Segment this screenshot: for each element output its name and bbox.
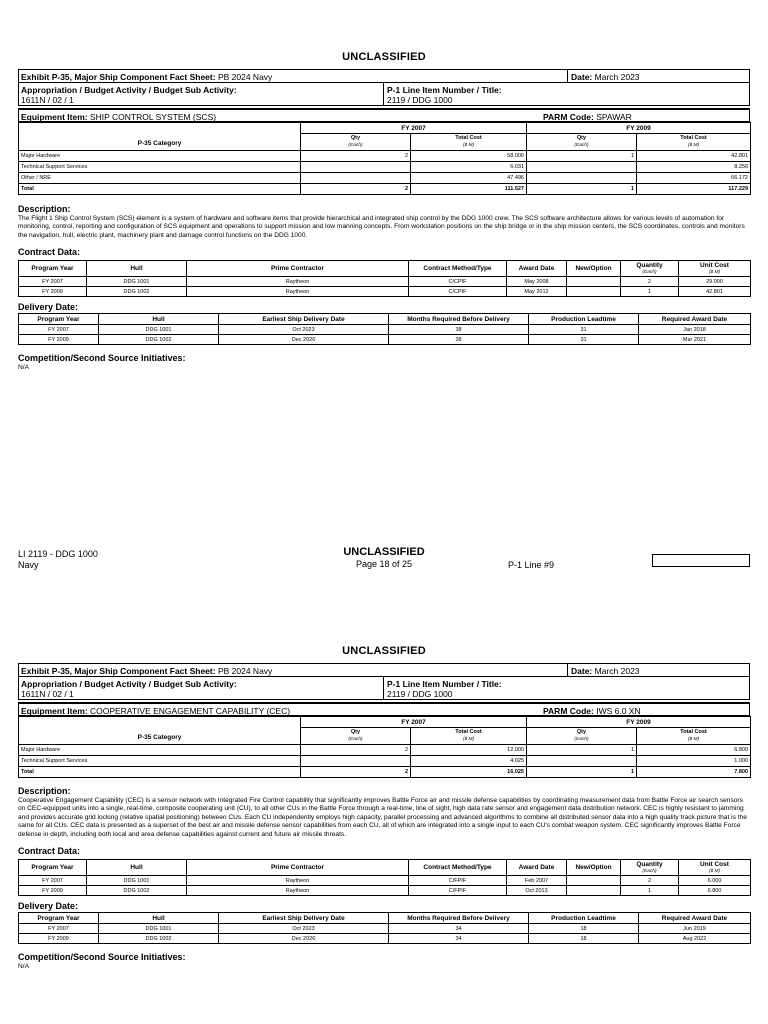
equipment-value: COOPERATIVE ENGAGEMENT CAPABILITY (CEC) [89,706,291,715]
p1-line-value: 2119 / DDG 1000 [387,689,453,699]
cost-category: Major Hardware [19,745,301,756]
col-new-option: New/Option [567,860,621,876]
cost-qty: 1 [527,767,637,778]
cost-category: Major Hardware [19,151,301,162]
col-months-required: Months Required Before Delivery [389,913,529,924]
col-hull: Hull [87,261,187,277]
col-new-option: New/Option [567,261,621,277]
cost-qty [527,173,637,184]
cell: FY 2009 [19,335,99,345]
cell: FY 2009 [19,934,99,944]
cell: DDG 1002 [87,886,187,896]
cell: 2 [621,876,679,886]
cost-total: 6.031 [411,162,527,173]
cost-qty: 2 [301,184,411,195]
col-hull: Hull [99,913,219,924]
appropriation-row [18,83,750,106]
p1-line-label: P-1 Line Item Number / Title: [387,85,502,95]
cell: 18 [529,934,639,944]
cell: Dec 2026 [219,934,389,944]
cost-total: 4.025 [411,756,527,767]
cell: C/CPIF [409,277,507,287]
exhibit-row [18,663,750,677]
cell: 1 [621,287,679,297]
cell: 34 [389,934,529,944]
col-program-year: Program Year [19,913,99,924]
exhibit-value: PB 2024 Navy [217,72,273,82]
cell: 34 [389,924,529,934]
col-production-leadtime: Production Leadtime [529,314,639,325]
cost-qty: 2 [301,767,411,778]
col-hull: Hull [99,314,219,325]
date-label: Date: [571,666,593,676]
col-required-award-date: Required Award Date [639,913,751,924]
p35-category-header: P-35 Category [19,123,301,151]
col-months-required: Months Required Before Delivery [389,314,529,325]
delivery-header-row [19,314,751,325]
competition-title: Competition/Second Source Initiatives: [18,952,186,963]
cost-qty [301,756,411,767]
date-value: March 2023 [594,72,640,82]
fy-a-header: FY 2007 [301,717,527,728]
qty-header: Qty (Each) [301,134,411,151]
exhibit-row [18,69,750,83]
cost-qty: 1 [527,184,637,195]
p35-category-header: P-35 Category [19,717,301,745]
exhibit-label: Exhibit P-35, Major Ship Component Fact Sheet: [21,72,216,82]
cost-row [19,162,751,173]
cell: FY 2007 [19,325,99,335]
date-label: Date: [571,72,593,82]
footer-page-number: Page 18 of 25 [355,559,413,569]
cost-category: Other / NRE [19,173,301,184]
cell: 6.800 [679,886,751,896]
contract-row [19,287,751,297]
p35-cost-table [18,122,751,195]
col-award-date: Award Date [507,261,567,277]
delivery-row [19,335,751,345]
fy-b-header: FY 2009 [527,123,751,134]
cell: 18 [529,924,639,934]
contract-row [19,876,751,886]
cell: 38 [389,335,529,345]
col-contract-method: Contract Method/Type [409,860,507,876]
qty-header: Qty (Each) [301,728,411,745]
cost-total: 7.800 [637,767,751,778]
cell [567,287,621,297]
col-quantity: Quantity (Each) [621,261,679,277]
col-earliest-delivery: Earliest Ship Delivery Date [219,314,389,325]
cell [567,886,621,896]
cell: 31 [529,335,639,345]
cost-category: Total [19,767,301,778]
contract-header-row [19,860,751,876]
cell: FY 2009 [19,886,87,896]
cell: DDG 1001 [87,876,187,886]
fact-sheet-scs [18,69,750,371]
cell: Raytheon [187,287,409,297]
cell: Oct 2013 [507,886,567,896]
col-earliest-delivery: Earliest Ship Delivery Date [219,913,389,924]
delivery-date-title: Delivery Date: [18,901,79,912]
cell: FY 2007 [19,924,99,934]
cost-total-row [19,767,751,778]
footer-p1-line: P-1 Line #9 [508,560,555,570]
cell: May 2012 [507,287,567,297]
cost-qty [301,173,411,184]
delivery-header-row [19,913,751,924]
col-prime-contractor: Prime Contractor [187,860,409,876]
cell: DDG 1001 [99,325,219,335]
cost-total-row [19,184,751,195]
equipment-label: Equipment Item: [21,706,88,715]
col-prime-contractor: Prime Contractor [187,261,409,277]
col-program-year: Program Year [19,860,87,876]
cell: Jun 2019 [639,924,751,934]
delivery-date-table [18,313,751,345]
footer-classification: UNCLASSIFIED [343,546,425,558]
col-unit-cost: Unit Cost ($ M) [679,860,751,876]
cell: DDG 1002 [87,287,187,297]
date-value: March 2023 [594,666,640,676]
exhibit-label: Exhibit P-35, Major Ship Component Fact Sheet: [21,666,216,676]
p1-line-value: 2119 / DDG 1000 [387,95,453,105]
competition-title: Competition/Second Source Initiatives: [18,353,186,364]
description-title: Description: [18,204,71,214]
cost-qty [527,756,637,767]
cell [567,876,621,886]
cost-qty [527,162,637,173]
cost-category: Technical Support Services [19,162,301,173]
cost-total: 58.000 [411,151,527,162]
cell: DDG 1001 [87,277,187,287]
cost-qty: 1 [527,151,637,162]
cost-qty: 2 [301,745,411,756]
fact-sheet-cec [18,663,750,970]
cost-row [19,756,751,767]
appropriation-value: 1611N / 02 / 1 [21,689,74,699]
cell: FY 2009 [19,287,87,297]
cell: Raytheon [187,886,409,896]
col-quantity: Quantity (Each) [621,860,679,876]
cell: Mar 2021 [639,335,751,345]
cell: DDG 1001 [99,924,219,934]
cost-total: 117.229 [637,184,751,195]
cell: Oct 2023 [219,924,389,934]
cell: May 2008 [507,277,567,287]
classification-header: UNCLASSIFIED [342,51,426,63]
footer-line-item: LI 2119 - DDG 1000 [18,549,98,559]
delivery-row [19,325,751,335]
cell: Raytheon [187,277,409,287]
col-award-date: Award Date [507,860,567,876]
col-contract-method: Contract Method/Type [409,261,507,277]
cell: FY 2007 [19,277,87,287]
col-hull: Hull [87,860,187,876]
fy-a-header: FY 2007 [301,123,527,134]
competition-value: N/A [18,364,29,372]
col-unit-cost: Unit Cost ($ M) [679,261,751,277]
cost-total: 111.527 [411,184,527,195]
cost-category: Total [19,184,301,195]
cost-row [19,173,751,184]
cell: 38 [389,325,529,335]
p1-line-label: P-1 Line Item Number / Title: [387,679,502,689]
cell: Oct 2023 [219,325,389,335]
appropriation-label: Appropriation / Budget Activity / Budget Sub Activity: [21,679,237,689]
total-cost-header: Total Cost ($ M) [637,134,751,151]
delivery-row [19,924,751,934]
equipment-row [18,108,750,122]
cell: Jan 2018 [639,325,751,335]
total-cost-header: Total Cost ($ M) [411,728,527,745]
cost-qty: 1 [527,745,637,756]
cost-total: 12.000 [411,745,527,756]
equipment-value: SHIP CONTROL SYSTEM (SCS) [89,112,217,121]
cost-qty: 2 [301,151,411,162]
parm-code-label: PARM Code: [543,706,594,715]
col-production-leadtime: Production Leadtime [529,913,639,924]
contract-data-title: Contract Data: [18,846,81,857]
qty-header: Qty (Each) [527,134,637,151]
appropriation-value: 1611N / 02 / 1 [21,95,74,105]
cell: Dec 2026 [219,335,389,345]
cell: DDG 1002 [99,934,219,944]
col-program-year: Program Year [19,261,87,277]
delivery-date-title: Delivery Date: [18,302,79,313]
equipment-row [18,702,750,716]
cost-total: 16.025 [411,767,527,778]
p35-cost-table [18,716,751,778]
delivery-date-table [18,912,751,944]
cell: 31 [529,325,639,335]
appropriation-row [18,677,750,700]
cell: FY 2007 [19,876,87,886]
exhibit-value: PB 2024 Navy [217,666,273,676]
contract-data-title: Contract Data: [18,247,81,258]
cost-qty [301,162,411,173]
parm-code-value: SPAWAR [596,112,632,121]
sheet-cec [0,512,768,1024]
parm-code-label: PARM Code: [543,112,594,121]
col-required-award-date: Required Award Date [639,314,751,325]
cost-row [19,745,751,756]
equipment-label: Equipment Item: [21,112,88,121]
cell: Raytheon [187,876,409,886]
cell: 2 [621,277,679,287]
cell: Aug 2022 [639,934,751,944]
cell [567,277,621,287]
cost-total: 8.256 [637,162,751,173]
cell: 42.801 [679,287,751,297]
contract-data-table [18,260,751,297]
appropriation-label: Appropriation / Budget Activity / Budget Sub Activity: [21,85,237,95]
description-title: Description: [18,786,71,796]
cell: C/FPIF [409,876,507,886]
cost-total: 47.496 [411,173,527,184]
contract-row [19,277,751,287]
footer-service: Navy [18,560,39,570]
cell: C/CPIF [409,287,507,297]
cost-total: 66.172 [637,173,751,184]
classification-header: UNCLASSIFIED [342,645,426,657]
qty-header: Qty (Each) [527,728,637,745]
cost-category: Technical Support Services [19,756,301,767]
total-cost-header: Total Cost ($ M) [411,134,527,151]
description-text: Cooperative Engagement Capability (CEC) is a sensor network with Integrated Fire Control capability that significantly improves Battle Force air and missile defense capabilities by coordinating measurement data from Battle Force air search sensors on CEC-equipped units into a single, real-time, composite cooperating unit (CU), to all other CUs in the Battle Force through a real-time, line of sight, high data rate sensor and engagement data distribution network. CEC is highly resistant to jamming and provides accurate grid locking (relative spatial positioning) between CUs. Each CU independently employs high capacity, parallel processing and advanced algorithms to combine all distributed sensor data into a high quality track picture that is the same for all CUs. CEC data is presented as a superset of the best air and missile defense sensor capabilities from each CU, all of which are integrated into a single input to each CU's combat weapon system. CEC significantly improves Battle Force defense in depth, including both local and area defense capabilities against current and future air missile threats. [18,797,747,838]
parm-code-value: IWS 6.0 XN [596,706,641,715]
cell: DDG 1002 [99,335,219,345]
delivery-row [19,934,751,944]
cost-total: 6.800 [637,745,751,756]
cell: Feb 2007 [507,876,567,886]
competition-value: N/A [18,963,29,971]
cell: 6.000 [679,876,751,886]
cell: 29.000 [679,277,751,287]
contract-row [19,886,751,896]
cost-row [19,151,751,162]
contract-data-table [18,859,751,896]
contract-header-row [19,261,751,277]
cost-total: 42.801 [637,151,751,162]
total-cost-header: Total Cost ($ M) [637,728,751,745]
cost-total: 1.000 [637,756,751,767]
cell: C/FPIF [409,886,507,896]
col-program-year: Program Year [19,314,99,325]
description-text: The Flight 1 Ship Control System (SCS) element is a system of hardware and software items that provide hierarchical and integrated ship control by the DDG 1000 crew. The SCS software architecture allows for various levels of automation for monitoring, control, reporting and configuration of SCS equipment and operations to support mission and low manning concepts. From workstation positions on the ship bridge or in the ship mission centers, the SCS coordinates, controls and monitors the navigation, hull, electric plant, machinery plant and damage control functions on the DDG 1000. [18,215,745,239]
cell: 1 [621,886,679,896]
fy-b-header: FY 2009 [527,717,751,728]
